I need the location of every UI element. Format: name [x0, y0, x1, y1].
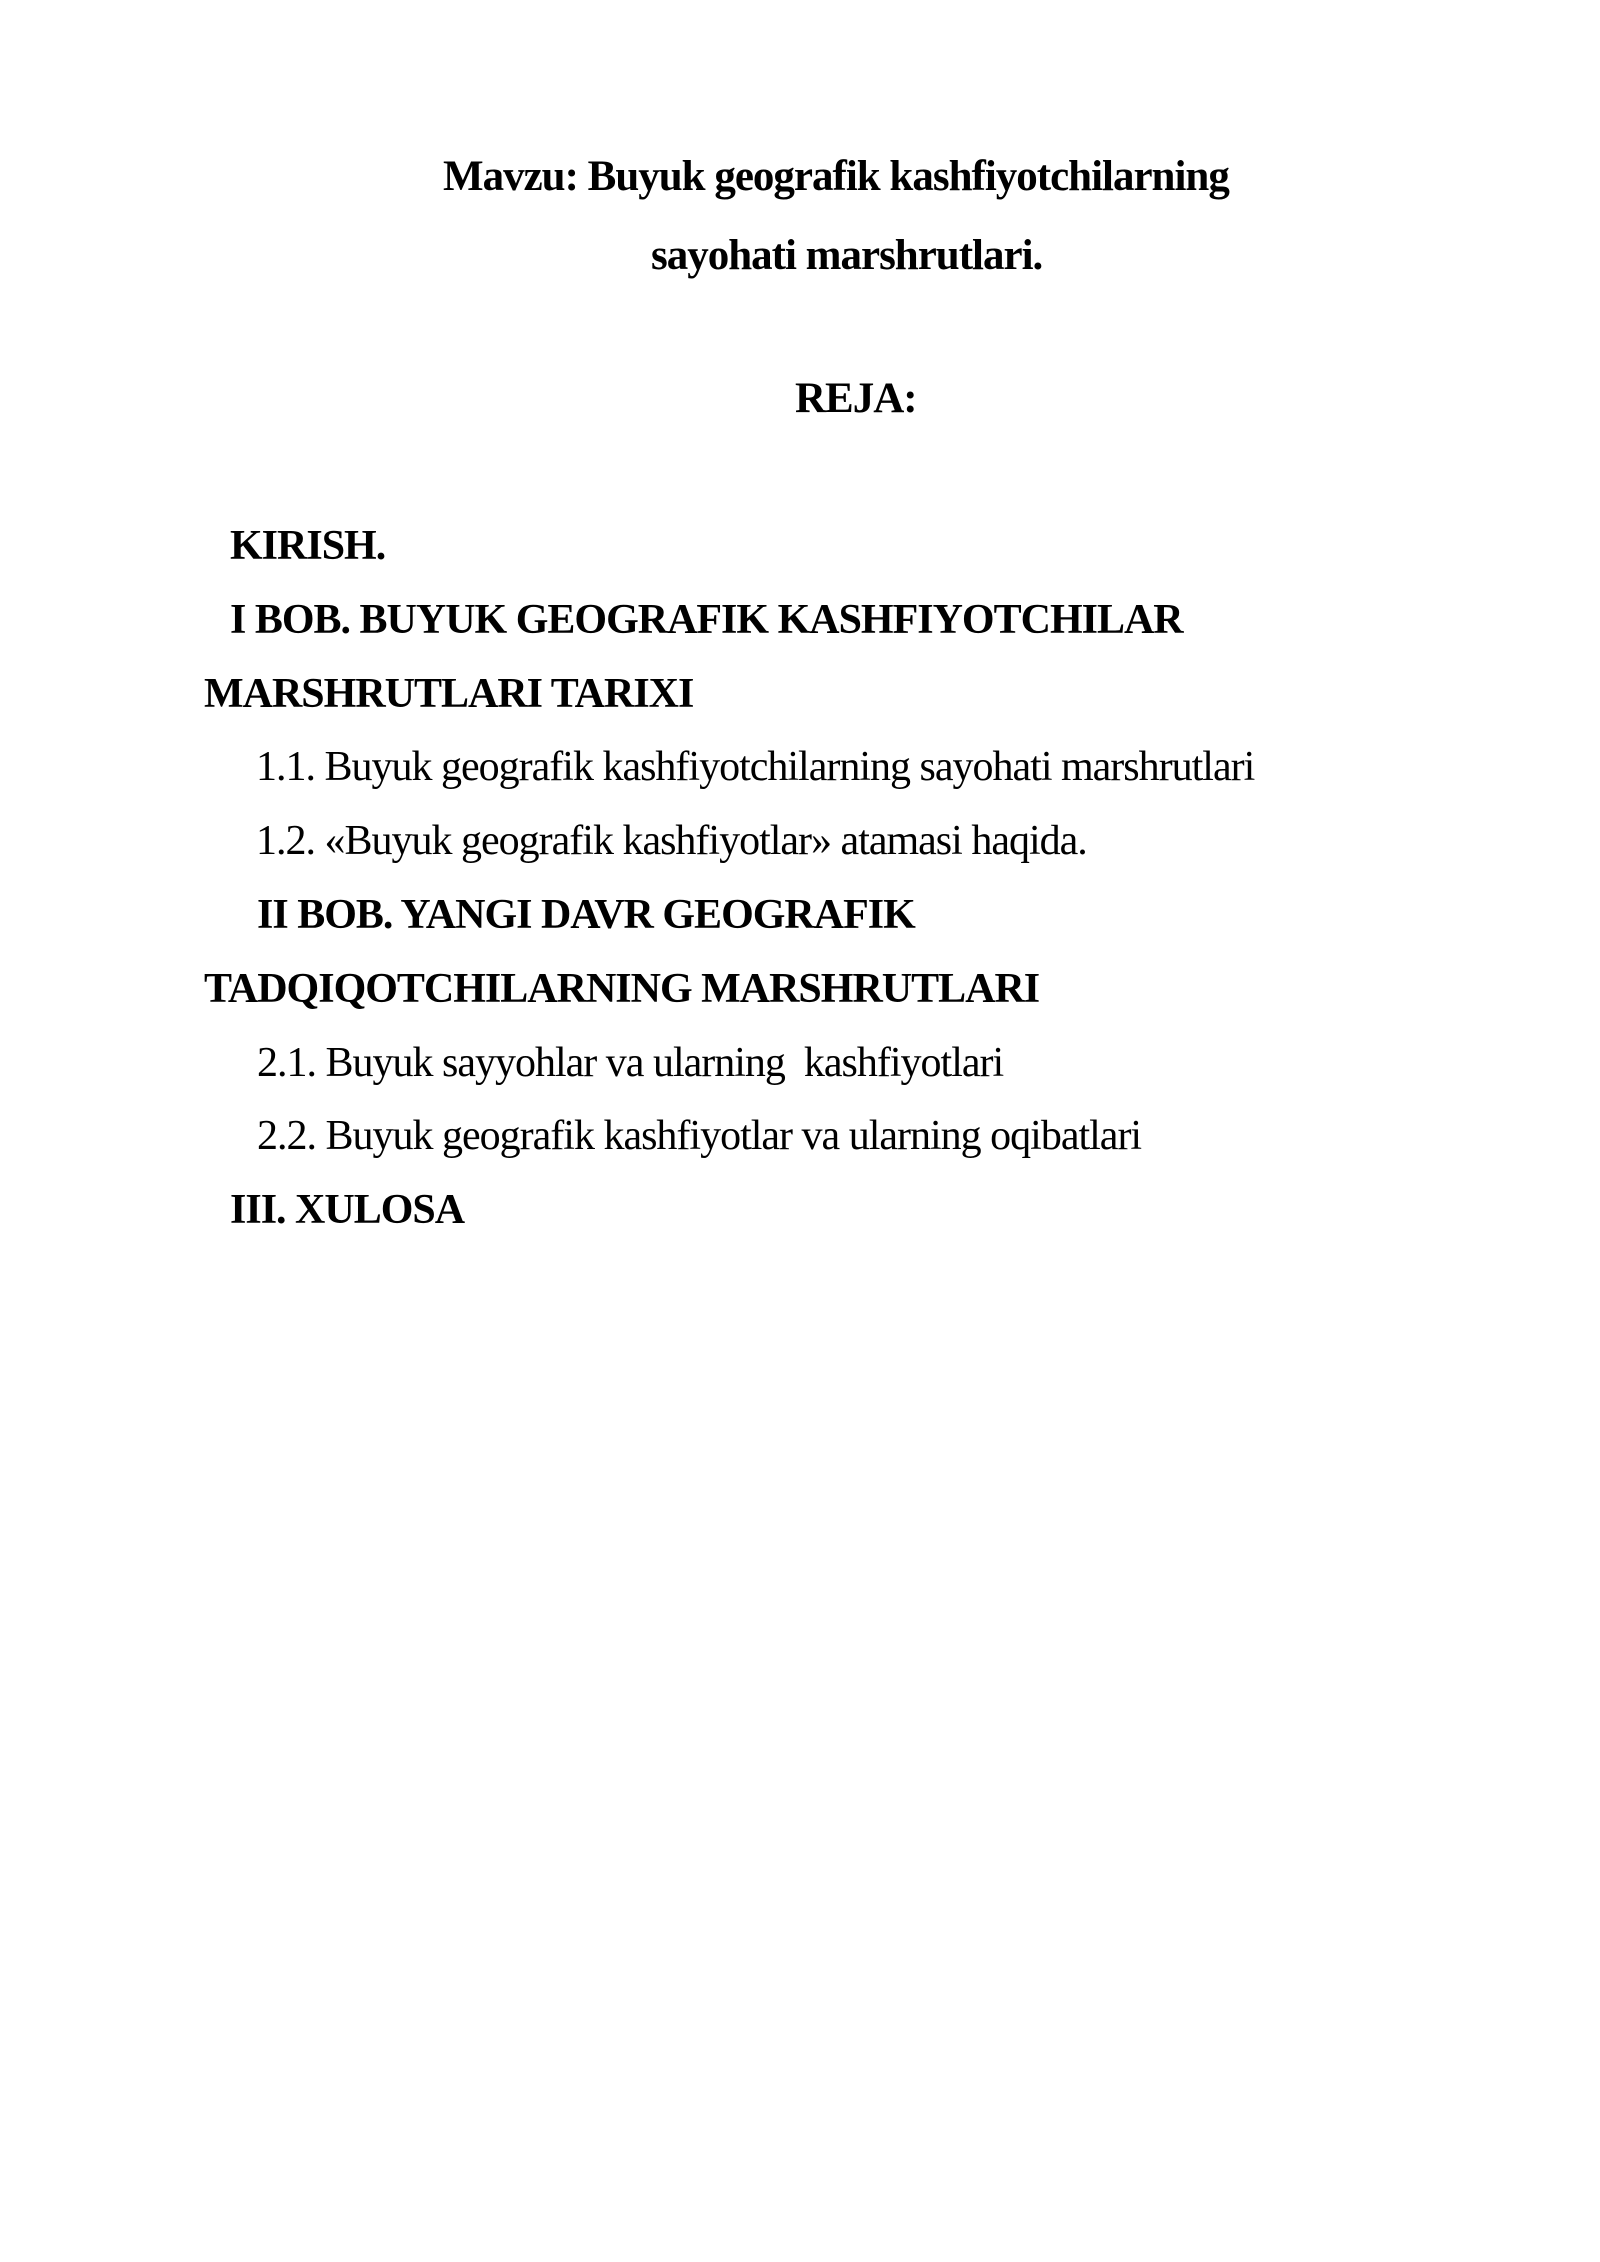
- outline-item-section-2-1: 2.1. Buyuk sayyohlar va ularning kashfiyotlari: [257, 1040, 1004, 1086]
- outline-item-section-2-2: 2.2. Buyuk geografik kashfiyotlar va ularning oqibatlari: [257, 1113, 1142, 1159]
- outline-item-chapter-2: II BOB. YANGI DAVR GEOGRAFIK: [257, 892, 915, 938]
- outline-item-chapter-2-continued: TADQIQOTCHILARNING MARSHRUTLARI: [204, 966, 1040, 1012]
- outline-item-chapter-1-continued: MARSHRUTLARI TARIXI: [204, 671, 694, 717]
- outline-item-section-1-2: 1.2. «Buyuk geografik kashfiyotlar» atamasi haqida.: [256, 818, 1087, 864]
- document-title-line-2: sayohati marshrutlari.: [651, 232, 1043, 279]
- outline-item-chapter-1: I BOB. BUYUK GEOGRAFIK KASHFIYOTCHILAR: [230, 597, 1183, 643]
- document-title-line-1: Mavzu: Buyuk geografik kashfiyotchilarning: [443, 153, 1229, 200]
- outline-item-kirish: KIRISH.: [230, 523, 386, 569]
- outline-item-conclusion: III. XULOSA: [230, 1187, 465, 1233]
- plan-heading: REJA:: [795, 375, 917, 422]
- outline-item-section-1-1: 1.1. Buyuk geografik kashfiyotchilarning sayohati marshrutlari: [256, 744, 1255, 790]
